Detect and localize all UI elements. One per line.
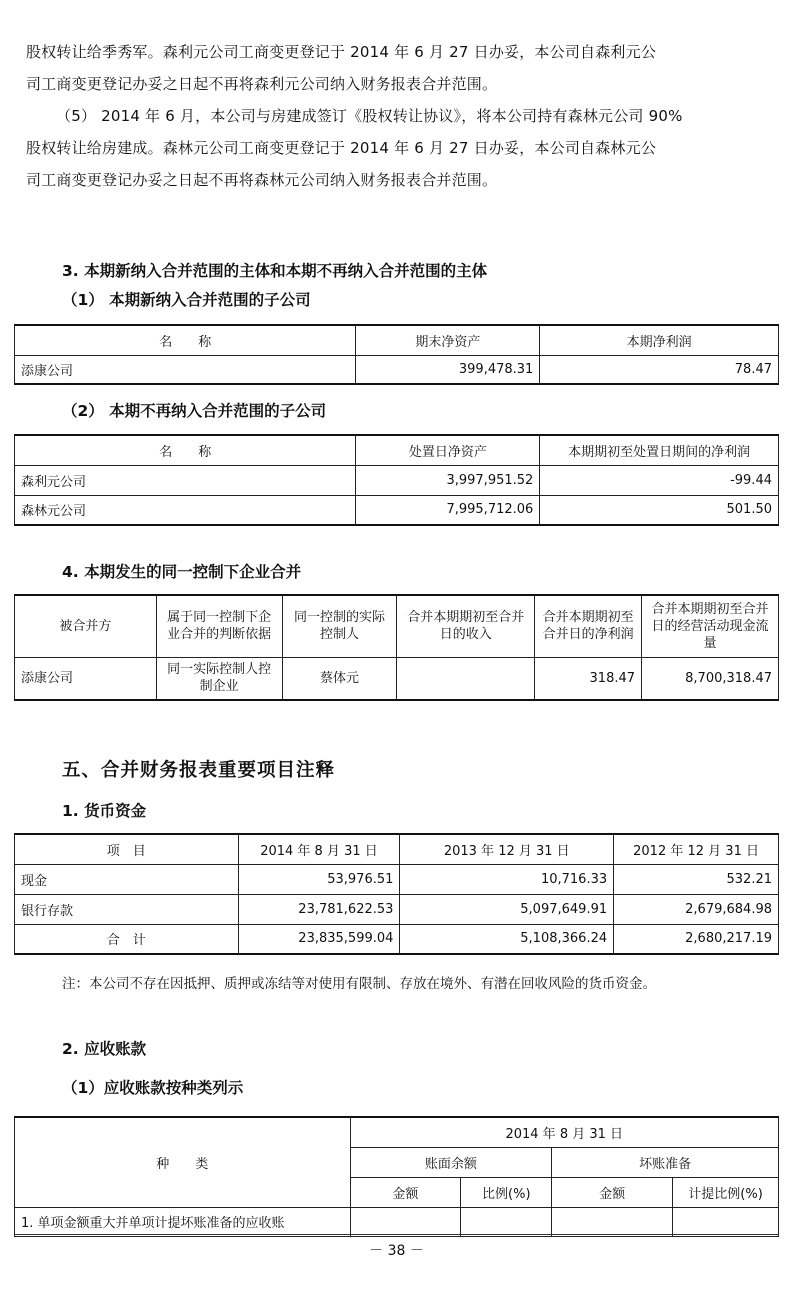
table-cell: 53,976.51 [238,864,400,894]
section-5-title: 五、合并财务报表重要项目注释 [62,760,336,781]
header-cell: 合并本期期初至合并日的经营活动现金流量 [642,595,779,657]
table-header-row [15,435,779,465]
header-cell: 2013 年 12 月 31 日 [400,834,614,864]
table-cell: 森利元公司 [15,465,356,495]
same-control-merger-table [14,594,779,701]
bad-debt-header: 坏账准备 [552,1147,779,1177]
book-balance-header: 账面余额 [350,1147,552,1177]
table-header-row [15,1117,779,1147]
table-cell: 5,097,649.91 [400,894,614,924]
table-cell [461,1207,552,1236]
table-cell: 5,108,366.24 [400,924,614,954]
table-cell: 532.21 [614,864,779,894]
header-cell: 属于同一控制下企业合并的判断依据 [156,595,282,657]
header-cell: 2012 年 12 月 31 日 [614,834,779,864]
section-5-sub2-1: （1）应收账款按种类列示 [62,1079,244,1097]
intro-line: 司工商变更登记办妥之日起不再将森林元公司纳入财务报表合并范围。 [26,171,498,189]
table-cell: 添康公司 [15,657,157,700]
section-5-sub2: 2. 应收账款 [62,1040,147,1058]
table-cell: 蔡体元 [282,657,397,700]
intro-line: 司工商变更登记办妥之日起不再将森利元公司纳入财务报表合并范围。 [26,75,498,93]
amount-header: 金额 [552,1177,673,1207]
cash-table [14,833,779,955]
table-row [15,1207,779,1236]
header-cell: 被合并方 [15,595,157,657]
header-cell: 项 目 [15,834,239,864]
table-header-row [15,325,779,355]
table-row [15,657,779,700]
header-cell: 名 称 [15,325,356,355]
table-cell: 现金 [15,864,239,894]
section-3-title: 3. 本期新纳入合并范围的主体和本期不再纳入合并范围的主体 [62,262,488,280]
kind-header: 种 类 [15,1117,351,1207]
receivables-table [14,1116,779,1237]
table-cell: 1. 单项金额重大并单项计提坏账准备的应收账 [15,1207,351,1236]
cash-note: 注：本公司不存在因抵押、质押或冻结等对使用有限制、存放在境外、有潜在回收风险的货币资金。 [62,976,656,992]
amount-header: 金额 [350,1177,461,1207]
section-3-sub1: （1） 本期新纳入合并范围的子公司 [62,291,311,309]
section-3-sub2: （2） 本期不再纳入合并范围的子公司 [62,402,327,420]
table-cell [552,1207,673,1236]
header-cell: 合并本期期初至合并日的净利润 [535,595,642,657]
header-cell: 名 称 [15,435,356,465]
table-cell: 森林元公司 [15,495,356,525]
table-cell: 2,680,217.19 [614,924,779,954]
table-cell: 23,781,622.53 [238,894,400,924]
table-header-row [15,834,779,864]
table-row [15,355,779,384]
header-cell: 2014 年 8 月 31 日 [238,834,400,864]
table-cell: 8,700,318.47 [642,657,779,700]
table-cell [397,657,535,700]
table-cell: 501.50 [540,495,779,525]
table-cell: 添康公司 [15,355,356,384]
section-4-title: 4. 本期发生的同一控制下企业合并 [62,563,302,581]
table-cell: 同一实际控制人控制企业 [156,657,282,700]
table-cell: 78.47 [540,355,779,384]
intro-paragraphs [26,36,766,196]
table-cell: 10,716.33 [400,864,614,894]
removed-subsidiaries-table [14,434,779,526]
ratio-header: 比例(%) [461,1177,552,1207]
table-cell [673,1207,779,1236]
table-cell: 23,835,599.04 [238,924,400,954]
section-5-sub1: 1. 货币资金 [62,802,147,820]
table-cell: -99.44 [540,465,779,495]
footer-divider [14,1234,779,1235]
table-cell [350,1207,461,1236]
table-row [15,465,779,495]
intro-line: （5） 2014 年 6 月，本公司与房建成签订《股权转让协议》，将本公司持有森林元公司 90% [56,107,683,125]
intro-line: 股权转让给房建成。森林元公司工商变更登记于 2014 年 6 月 27 日办妥，本公司自森林元公 [26,139,657,157]
table-row [15,864,779,894]
page-number: － 38 － [369,1243,424,1259]
table-header-row [15,595,779,657]
table-cell: 合 计 [15,924,239,954]
intro-line: 股权转让给季秀军。森利元公司工商变更登记于 2014 年 6 月 27 日办妥，本公司自森利元公 [26,43,657,61]
table-cell: 7,995,712.06 [356,495,540,525]
table-cell: 399,478.31 [356,355,540,384]
table-cell: 2,679,684.98 [614,894,779,924]
header-cell: 合并本期期初至合并日的收入 [397,595,535,657]
header-cell: 本期期初至处置日期间的净利润 [540,435,779,465]
table-cell: 318.47 [535,657,642,700]
header-cell: 同一控制的实际控制人 [282,595,397,657]
table-cell: 银行存款 [15,894,239,924]
date-header: 2014 年 8 月 31 日 [350,1117,778,1147]
table-row [15,495,779,525]
header-cell: 本期净利润 [540,325,779,355]
table-total-row [15,924,779,954]
table-row [15,894,779,924]
table-cell: 3,997,951.52 [356,465,540,495]
provision-ratio-header: 计提比例(%) [673,1177,779,1207]
header-cell: 期末净资产 [356,325,540,355]
header-cell: 处置日净资产 [356,435,540,465]
new-subsidiaries-table [14,324,779,385]
